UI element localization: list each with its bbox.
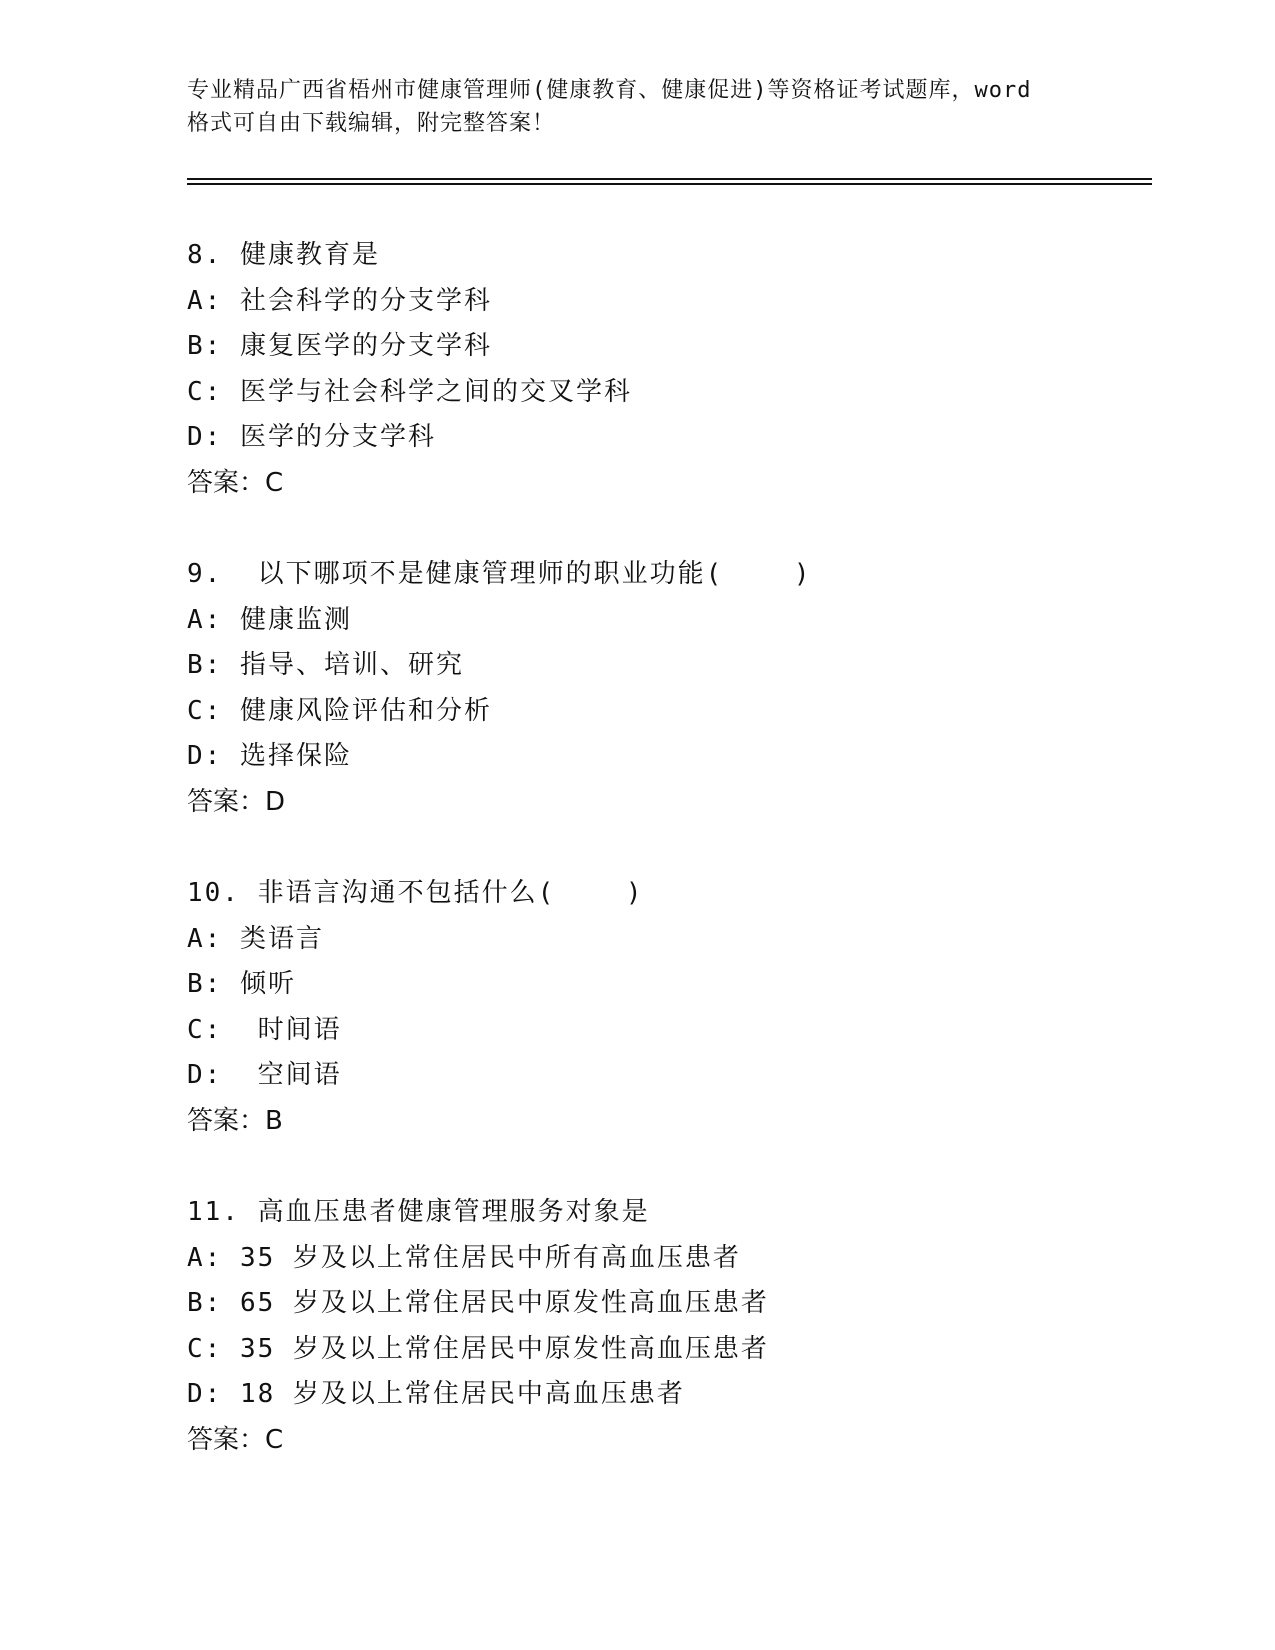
answer-line: 答案：C <box>187 467 284 498</box>
option-c: C: 医学与社会科学之间的交叉学科 <box>187 376 632 407</box>
option-a: A: 健康监测 <box>187 604 352 635</box>
option-b: B: 康复医学的分支学科 <box>187 331 492 361</box>
option-d: D: 空间语 <box>187 1060 342 1090</box>
header-line-2: 格式可自由下载编辑，附完整答案！ <box>187 111 556 136</box>
option-b: B: 倾听 <box>187 969 296 999</box>
question-stem: 8. 健康教育是 <box>187 240 380 270</box>
option-d: D: 18 岁及以上常住居民中高血压患者 <box>187 1379 685 1409</box>
answer-line: 答案：B <box>187 1105 283 1136</box>
question-8 <box>187 233 1147 506</box>
option-b: B: 65 岁及以上常住居民中原发性高血压患者 <box>187 1288 769 1318</box>
header-divider-top <box>187 178 1152 180</box>
question-9 <box>187 552 1147 825</box>
document-header <box>187 74 1107 140</box>
answer-line: 答案：C <box>187 1424 284 1455</box>
option-a: A: 社会科学的分支学科 <box>187 285 492 316</box>
question-10 <box>187 871 1147 1144</box>
option-c: C: 健康风险评估和分析 <box>187 695 492 726</box>
option-a: A: 35 岁及以上常住居民中所有高血压患者 <box>187 1242 741 1273</box>
answer-line: 答案：D <box>187 786 286 817</box>
option-d: D: 选择保险 <box>187 741 352 771</box>
option-c: C: 时间语 <box>187 1014 342 1045</box>
option-a: A: 类语言 <box>187 923 324 954</box>
header-line-1: 专业精品广西省梧州市健康管理师(健康教育、健康促进)等资格证考试题库，word <box>187 78 1032 103</box>
question-stem: 11. 高血压患者健康管理服务对象是 <box>187 1197 650 1227</box>
question-stem: 10. 非语言沟通不包括什么( ) <box>187 878 644 908</box>
question-stem: 9. 以下哪项不是健康管理师的职业功能( ) <box>187 559 812 589</box>
option-b: B: 指导、培训、研究 <box>187 650 464 680</box>
option-c: C: 35 岁及以上常住居民中原发性高血压患者 <box>187 1333 769 1364</box>
header-divider-bottom <box>187 183 1152 185</box>
option-d: D: 医学的分支学科 <box>187 422 436 452</box>
question-11 <box>187 1190 1147 1463</box>
